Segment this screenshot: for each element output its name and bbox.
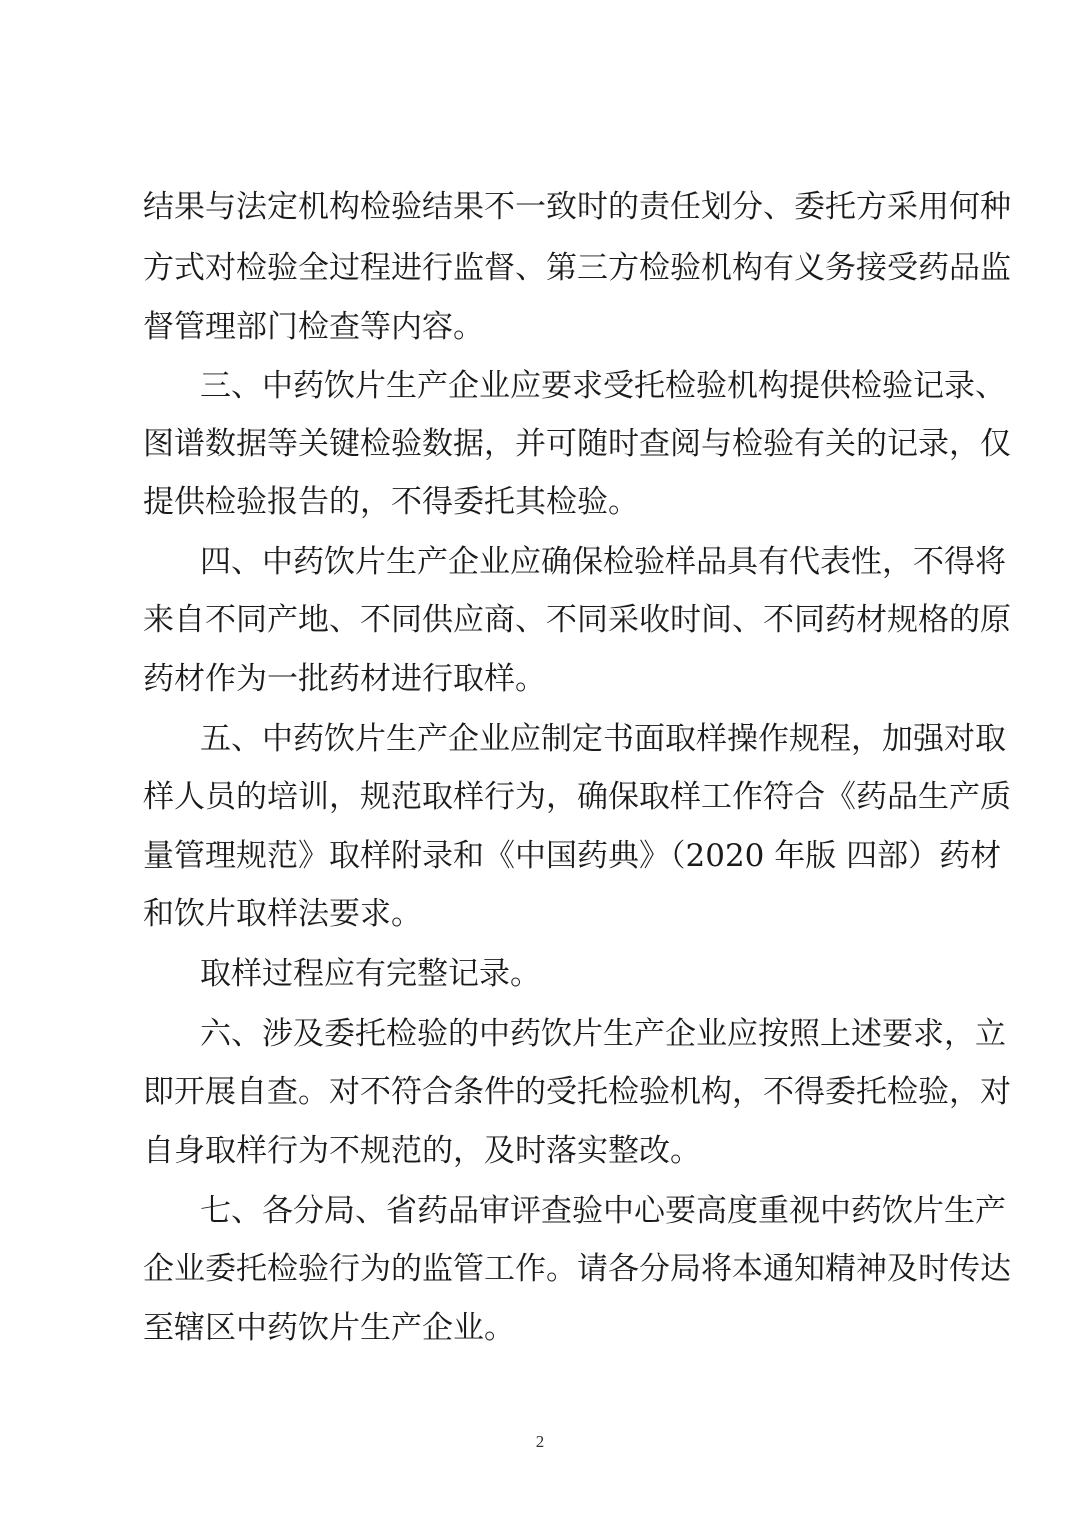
paragraph-line: 三、中药饮片生产企业应要求受托检验机构提供检验记录、 bbox=[200, 368, 1006, 404]
paragraph-line: 四、中药饮片生产企业应确保检验样品具有代表性，不得将 bbox=[200, 544, 1006, 580]
paragraph-line: 提供检验报告的，不得委托其检验。 bbox=[143, 484, 639, 520]
paragraph-line: 图谱数据等关键检验数据，并可随时查阅与检验有关的记录，仅 bbox=[143, 426, 1011, 462]
paragraph-line: 督管理部门检查等内容。 bbox=[143, 309, 484, 345]
paragraph-line: 自身取样行为不规范的，及时落实整改。 bbox=[143, 1133, 701, 1169]
page-number: 2 bbox=[535, 1432, 545, 1451]
paragraph-line: 取样过程应有完整记录。 bbox=[200, 956, 541, 992]
paragraph-line: 六、涉及委托检验的中药饮片生产企业应按照上述要求，立 bbox=[200, 1016, 1006, 1052]
paragraph-line: 七、各分局、省药品审评查验中心要高度重视中药饮片生产 bbox=[200, 1193, 1006, 1229]
paragraph-line: 量管理规范》取样附录和《中国药典》（2020 年版 四部）药材 bbox=[143, 838, 1002, 874]
paragraph-line: 即开展自查。对不符合条件的受托检验机构，不得委托检验，对 bbox=[143, 1074, 1011, 1110]
paragraph-line: 和饮片取样法要求。 bbox=[143, 896, 422, 932]
paragraph-line: 方式对检验全过程进行监督、第三方检验机构有义务接受药品监 bbox=[143, 250, 1011, 286]
paragraph-line: 至辖区中药饮片生产企业。 bbox=[143, 1310, 515, 1346]
paragraph-line: 药材作为一批药材进行取样。 bbox=[143, 661, 546, 697]
paragraph-line: 结果与法定机构检验结果不一致时的责任划分、委托方采用何种 bbox=[143, 189, 1011, 225]
paragraph-line: 五、中药饮片生产企业应制定书面取样操作规程，加强对取 bbox=[200, 721, 1006, 757]
paragraph-line: 企业委托检验行为的监管工作。请各分局将本通知精神及时传达 bbox=[143, 1251, 1011, 1287]
paragraph-line: 来自不同产地、不同供应商、不同采收时间、不同药材规格的原 bbox=[143, 602, 1011, 638]
paragraph-line: 样人员的培训，规范取样行为，确保取样工作符合《药品生产质 bbox=[143, 779, 1011, 815]
